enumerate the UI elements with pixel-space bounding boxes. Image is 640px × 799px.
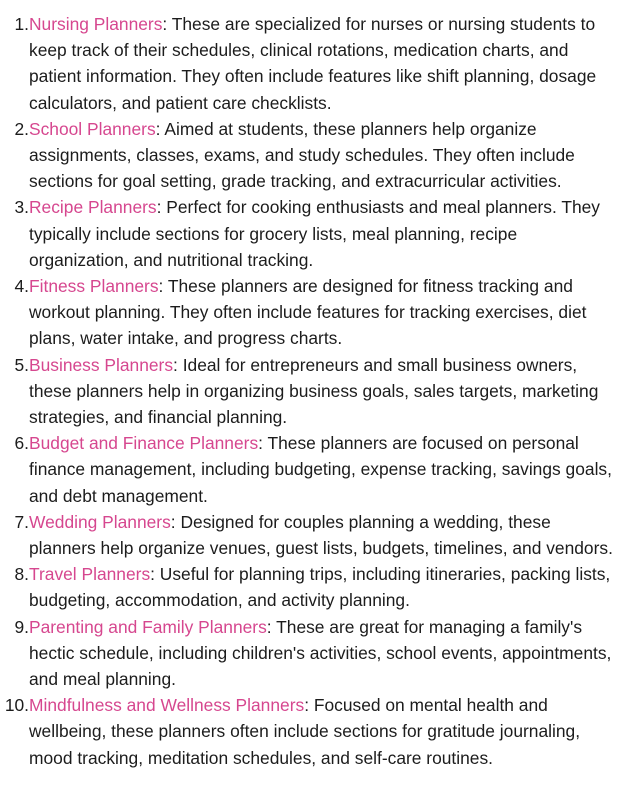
item-line: plans, water intake, and progress charts. <box>29 328 343 349</box>
item-line: keep track of their schedules, clinical rotations, medication charts, and <box>29 40 569 61</box>
item-first-line <box>29 692 640 718</box>
item-line: wellbeing, these planners often include sections for gratitude journaling, <box>29 721 581 742</box>
item-line: organization, and nutritional tracking. <box>29 249 314 270</box>
item-number: 8. <box>14 564 29 585</box>
item-number: 3. <box>14 197 29 218</box>
item-line: calculators, and patient care checklists. <box>29 92 332 113</box>
list-item-9 <box>0 614 640 693</box>
item-line: workout planning. They often include features for tracking exercises, diet <box>29 302 587 323</box>
item-number: 1. <box>14 14 29 34</box>
planner-term: Budget and Finance Planners <box>29 433 259 454</box>
planner-term: Parenting and Family Planners <box>29 616 267 637</box>
item-number: 6. <box>14 433 29 454</box>
item-line: hectic schedule, including children's activities, school events, appointments, <box>29 642 612 663</box>
item-description: : These planners are focused on personal <box>258 433 579 454</box>
item-line: these planners help in organizing business goals, sales targets, marketing <box>29 380 599 401</box>
item-line: finance management, including budgeting, expense tracking, savings goals, <box>29 459 612 480</box>
list-item-4 <box>0 273 640 352</box>
item-line: and meal planning. <box>29 669 176 690</box>
item-line: and debt management. <box>29 485 208 506</box>
item-number: 5. <box>14 354 29 375</box>
planner-term: School Planners <box>29 118 156 139</box>
list-item-1 <box>0 11 640 116</box>
list-item-6 <box>0 430 640 509</box>
list-item-5 <box>0 352 640 431</box>
list-item-8 <box>0 561 640 613</box>
item-number: 7. <box>14 511 29 532</box>
planner-term: Fitness Planners <box>29 276 159 297</box>
planner-term: Nursing Planners <box>29 14 163 34</box>
item-line: mood tracking, meditation schedules, and self-care routines. <box>29 747 493 768</box>
item-number: 4. <box>14 276 29 297</box>
item-first-line <box>29 273 640 299</box>
item-first-line <box>29 352 640 378</box>
item-first-line <box>29 509 640 535</box>
item-first-line <box>29 11 640 37</box>
item-number: 10. <box>4 695 29 716</box>
item-description: : These are great for managing a family's <box>266 616 583 637</box>
list-item-2 <box>0 116 640 195</box>
item-first-line <box>29 194 640 220</box>
list-item-3 <box>0 194 640 273</box>
item-first-line <box>29 614 640 640</box>
item-line: planners help organize venues, guest lists, budgets, timelines, and vendors. <box>29 538 613 559</box>
item-description: : Aimed at students, these planners help organize <box>155 118 537 139</box>
item-description: : Perfect for cooking enthusiasts and meal planners. They <box>156 197 600 218</box>
item-first-line <box>29 116 640 142</box>
item-number: 9. <box>14 616 29 637</box>
item-description: : Ideal for entrepreneurs and small business owners, <box>173 354 578 375</box>
item-line: patient information. They often include features like shift planning, dosage <box>29 66 597 87</box>
item-line: typically include sections for grocery lists, meal planning, recipe <box>29 223 518 244</box>
planner-term: Business Planners <box>29 354 174 375</box>
item-description: : These planners are designed for fitness tracking and <box>158 276 573 297</box>
item-description: : Focused on mental health and <box>304 695 548 716</box>
planner-term: Recipe Planners <box>29 197 157 218</box>
item-line: strategies, and financial planning. <box>29 407 288 428</box>
planner-term: Mindfulness and Wellness Planners <box>29 695 305 716</box>
item-line: budgeting, accommodation, and activity planning. <box>29 590 410 611</box>
list-item-10 <box>0 692 640 771</box>
item-first-line <box>29 561 640 587</box>
item-number: 2. <box>14 118 29 139</box>
item-description: : These are specialized for nurses or nursing students to <box>162 14 596 34</box>
item-line: sections for goal setting, grade tracking, and extracurricular activities. <box>29 171 562 192</box>
planner-term: Wedding Planners <box>29 511 171 532</box>
item-line: assignments, classes, exams, and study schedules. They often include <box>29 145 575 166</box>
planner-term: Travel Planners <box>29 564 151 585</box>
item-description: : Useful for planning trips, including itineraries, packing lists, <box>150 564 611 585</box>
item-description: : Designed for couples planning a wedding, these <box>170 511 551 532</box>
list-item-7 <box>0 509 640 561</box>
item-first-line <box>29 430 640 456</box>
